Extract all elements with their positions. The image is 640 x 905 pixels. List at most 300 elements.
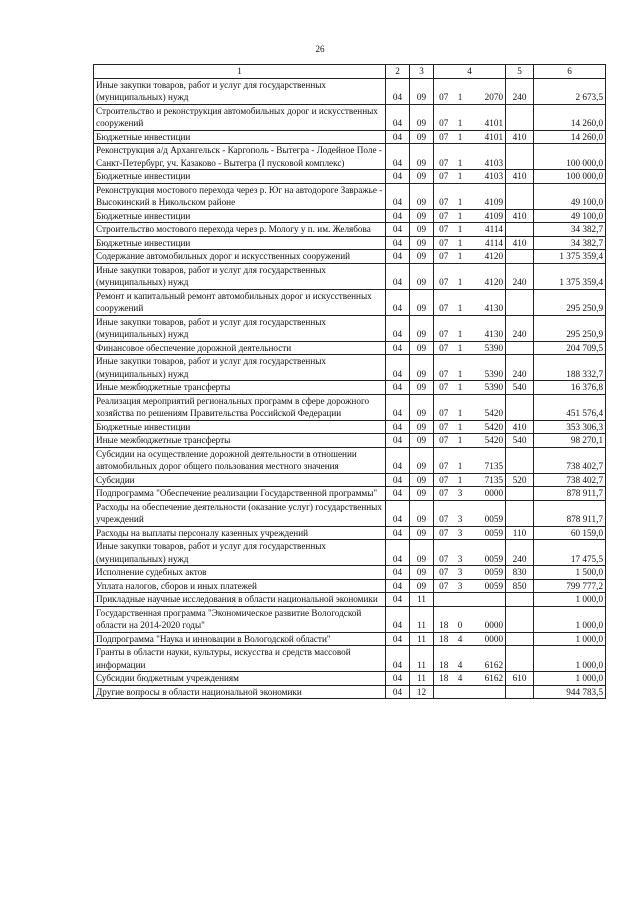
target-code-item: 6162: [467, 646, 506, 672]
amount: 100 000,0: [534, 170, 606, 184]
table-row: [94, 606, 606, 632]
expense-type-code: [506, 685, 534, 699]
row-name: Реконструкция а/д Архангельск - Каргополь - Вытегра - Лодейное Поле - Санкт-Петербург, уч. Казаково - Вытегра (I пусковой комплекс): [94, 144, 386, 170]
target-code-item: 0059: [467, 566, 506, 580]
expense-type-code: [506, 289, 534, 315]
target-code-program: 07: [434, 183, 454, 209]
target-code-subprogram: 1: [454, 315, 467, 341]
subsection-code: 09: [410, 579, 434, 593]
row-name: Иные закупки товаров, работ и услуг для государственных (муниципальных) нужд: [94, 355, 386, 381]
amount: 34 382,7: [534, 236, 606, 250]
expense-type-code: [506, 183, 534, 209]
expense-type-code: [506, 144, 534, 170]
target-code-program: 07: [434, 289, 454, 315]
subsection-code: 09: [410, 341, 434, 355]
row-name: Финансовое обеспечение дорожной деятельности: [94, 341, 386, 355]
budget-table: [93, 64, 606, 699]
section-code: 04: [386, 646, 410, 672]
target-code-subprogram: 1: [454, 420, 467, 434]
target-code-program: 07: [434, 170, 454, 184]
row-name: Реализация мероприятий региональных программ в сфере дорожного хозяйства по решениям Правительства Российской Федерации: [94, 394, 386, 420]
section-code: 04: [386, 183, 410, 209]
amount: 14 260,0: [534, 104, 606, 130]
row-name: Иные закупки товаров, работ и услуг для государственных (муниципальных) нужд: [94, 315, 386, 341]
expense-type-code: [506, 487, 534, 501]
section-code: 04: [386, 315, 410, 341]
subsection-code: 09: [410, 263, 434, 289]
target-code-item: 7135: [467, 473, 506, 487]
expense-type-code: [506, 447, 534, 473]
target-code-item: 5420: [467, 420, 506, 434]
table-row: [94, 434, 606, 448]
target-code-item: 5420: [467, 394, 506, 420]
row-name: Строительство мостового перехода через р. Мологу у п. им. Желябова: [94, 223, 386, 237]
target-code-program: 18: [434, 606, 454, 632]
row-name: Уплата налогов, сборов и иных платежей: [94, 579, 386, 593]
section-code: 04: [386, 130, 410, 144]
amount: 16 376,8: [534, 381, 606, 395]
target-code-subprogram: 1: [454, 394, 467, 420]
expense-type-code: [506, 593, 534, 607]
header-col-3: 3: [410, 65, 434, 79]
table-row: [94, 579, 606, 593]
section-code: 04: [386, 78, 410, 104]
table-row: [94, 381, 606, 395]
section-code: 04: [386, 632, 410, 646]
target-code-item: 4101: [467, 104, 506, 130]
amount: 49 100,0: [534, 183, 606, 209]
table-row: [94, 236, 606, 250]
target-code-item: 6162: [467, 672, 506, 686]
target-code-subprogram: [454, 593, 467, 607]
subsection-code: 11: [410, 672, 434, 686]
amount: 100 000,0: [534, 144, 606, 170]
target-code-item: 4103: [467, 170, 506, 184]
expense-type-code: [506, 632, 534, 646]
table-header-row: [94, 65, 606, 79]
subsection-code: 09: [410, 183, 434, 209]
table-row: [94, 593, 606, 607]
amount: 14 260,0: [534, 130, 606, 144]
section-code: 04: [386, 566, 410, 580]
row-name: Реконструкция мостового перехода через р. Юг на автодороге Завражье - Высокинский в Никольском районе: [94, 183, 386, 209]
target-code-item: 4130: [467, 289, 506, 315]
target-code-subprogram: 1: [454, 434, 467, 448]
section-code: 04: [386, 540, 410, 566]
target-code-program: 07: [434, 209, 454, 223]
amount: 878 911,7: [534, 500, 606, 526]
section-code: 04: [386, 593, 410, 607]
target-code-subprogram: 1: [454, 183, 467, 209]
section-code: 04: [386, 447, 410, 473]
target-code-program: 07: [434, 263, 454, 289]
subsection-code: 09: [410, 526, 434, 540]
target-code-subprogram: 1: [454, 209, 467, 223]
target-code-subprogram: 4: [454, 646, 467, 672]
header-col-4: 4: [434, 65, 506, 79]
section-code: 04: [386, 209, 410, 223]
amount: 1 375 359,4: [534, 263, 606, 289]
target-code-subprogram: [454, 685, 467, 699]
target-code-program: 18: [434, 646, 454, 672]
expense-type-code: 240: [506, 355, 534, 381]
amount: 295 250,9: [534, 315, 606, 341]
expense-type-code: 410: [506, 170, 534, 184]
section-code: 04: [386, 394, 410, 420]
subsection-code: 09: [410, 289, 434, 315]
section-code: 04: [386, 289, 410, 315]
target-code-program: 07: [434, 144, 454, 170]
expense-type-code: 110: [506, 526, 534, 540]
row-name: Субсидии на осуществление дорожной деятельности в отношении автомобильных дорог общего пользования местного значения: [94, 447, 386, 473]
subsection-code: 09: [410, 500, 434, 526]
table-row: [94, 250, 606, 264]
target-code-item: 0059: [467, 500, 506, 526]
subsection-code: 09: [410, 209, 434, 223]
target-code-item: 5390: [467, 355, 506, 381]
row-name: Субсидии бюджетным учреждениям: [94, 672, 386, 686]
target-code-subprogram: 1: [454, 447, 467, 473]
amount: 2 673,5: [534, 78, 606, 104]
section-code: 04: [386, 250, 410, 264]
target-code-program: 18: [434, 672, 454, 686]
expense-type-code: [506, 341, 534, 355]
subsection-code: 09: [410, 394, 434, 420]
subsection-code: 09: [410, 104, 434, 130]
section-code: 04: [386, 487, 410, 501]
row-name: Исполнение судебных актов: [94, 566, 386, 580]
expense-type-code: [506, 606, 534, 632]
subsection-code: 09: [410, 447, 434, 473]
amount: 1 375 359,4: [534, 250, 606, 264]
expense-type-code: 240: [506, 540, 534, 566]
target-code-subprogram: 1: [454, 381, 467, 395]
section-code: 04: [386, 672, 410, 686]
row-name: Государственная программа "Экономическое развитие Вологодской области на 2014-2020 годы": [94, 606, 386, 632]
table-row: [94, 632, 606, 646]
table-row: [94, 104, 606, 130]
section-code: 04: [386, 420, 410, 434]
table-row: [94, 540, 606, 566]
target-code-item: 4120: [467, 263, 506, 289]
subsection-code: 11: [410, 593, 434, 607]
table-row: [94, 355, 606, 381]
row-name: Иные закупки товаров, работ и услуг для государственных (муниципальных) нужд: [94, 540, 386, 566]
subsection-code: 09: [410, 170, 434, 184]
target-code-subprogram: 1: [454, 289, 467, 315]
subsection-code: 11: [410, 632, 434, 646]
subsection-code: 11: [410, 646, 434, 672]
target-code-program: 07: [434, 487, 454, 501]
target-code-program: 07: [434, 250, 454, 264]
section-code: 04: [386, 104, 410, 130]
amount: 353 306,3: [534, 420, 606, 434]
expense-type-code: 540: [506, 434, 534, 448]
target-code-subprogram: 3: [454, 487, 467, 501]
amount: 878 911,7: [534, 487, 606, 501]
target-code-subprogram: 1: [454, 473, 467, 487]
amount: 451 576,4: [534, 394, 606, 420]
amount: 17 475,5: [534, 540, 606, 566]
section-code: 04: [386, 685, 410, 699]
section-code: 04: [386, 579, 410, 593]
table-row: [94, 500, 606, 526]
target-code-program: 07: [434, 500, 454, 526]
target-code-item: 4109: [467, 183, 506, 209]
table-row: [94, 144, 606, 170]
section-code: 04: [386, 473, 410, 487]
target-code-program: 07: [434, 394, 454, 420]
amount: 204 709,5: [534, 341, 606, 355]
row-name: Ремонт и капитальный ремонт автомобильных дорог и искусственных сооружений: [94, 289, 386, 315]
subsection-code: 09: [410, 78, 434, 104]
amount: 944 783,5: [534, 685, 606, 699]
table-row: [94, 566, 606, 580]
target-code-subprogram: 1: [454, 355, 467, 381]
expense-type-code: [506, 394, 534, 420]
table-row: [94, 170, 606, 184]
target-code-program: 07: [434, 540, 454, 566]
amount: 1 000,0: [534, 606, 606, 632]
expense-type-code: [506, 250, 534, 264]
page-number: 26: [315, 44, 325, 54]
table-row: [94, 78, 606, 104]
section-code: 04: [386, 500, 410, 526]
row-name: Бюджетные инвестиции: [94, 130, 386, 144]
target-code-subprogram: 0: [454, 606, 467, 632]
target-code-program: 07: [434, 473, 454, 487]
expense-type-code: [506, 104, 534, 130]
expense-type-code: 240: [506, 315, 534, 341]
section-code: 04: [386, 606, 410, 632]
target-code-item: 4103: [467, 144, 506, 170]
target-code-subprogram: 3: [454, 526, 467, 540]
section-code: 04: [386, 236, 410, 250]
subsection-code: 09: [410, 566, 434, 580]
target-code-subprogram: 1: [454, 341, 467, 355]
subsection-code: 09: [410, 250, 434, 264]
amount: 1 000,0: [534, 632, 606, 646]
section-code: 04: [386, 144, 410, 170]
table-row: [94, 223, 606, 237]
target-code-program: 07: [434, 420, 454, 434]
subsection-code: 09: [410, 487, 434, 501]
subsection-code: 09: [410, 381, 434, 395]
target-code-item: 4130: [467, 315, 506, 341]
table-row: [94, 447, 606, 473]
subsection-code: 09: [410, 355, 434, 381]
target-code-subprogram: 1: [454, 104, 467, 130]
expense-type-code: 410: [506, 236, 534, 250]
row-name: Прикладные научные исследования в области национальной экономики: [94, 593, 386, 607]
expense-type-code: 410: [506, 130, 534, 144]
target-code-item: 5390: [467, 381, 506, 395]
target-code-program: 07: [434, 315, 454, 341]
target-code-item: 5420: [467, 434, 506, 448]
subsection-code: 09: [410, 130, 434, 144]
target-code-subprogram: 1: [454, 263, 467, 289]
amount: 49 100,0: [534, 209, 606, 223]
amount: 1 000,0: [534, 593, 606, 607]
table-row: [94, 315, 606, 341]
target-code-program: 07: [434, 236, 454, 250]
target-code-program: 07: [434, 223, 454, 237]
table-row: [94, 685, 606, 699]
target-code-subprogram: 1: [454, 223, 467, 237]
target-code-program: 07: [434, 566, 454, 580]
row-name: Подпрограмма "Наука и инновации в Вологодской области": [94, 632, 386, 646]
section-code: 04: [386, 223, 410, 237]
section-code: 04: [386, 170, 410, 184]
target-code-program: [434, 685, 454, 699]
table-row: [94, 487, 606, 501]
header-col-6: 6: [534, 65, 606, 79]
section-code: 04: [386, 355, 410, 381]
target-code-subprogram: 1: [454, 78, 467, 104]
subsection-code: 09: [410, 420, 434, 434]
section-code: 04: [386, 341, 410, 355]
row-name: Бюджетные инвестиции: [94, 236, 386, 250]
expense-type-code: 410: [506, 420, 534, 434]
target-code-program: 18: [434, 632, 454, 646]
expense-type-code: 540: [506, 381, 534, 395]
subsection-code: 09: [410, 540, 434, 566]
amount: 738 402,7: [534, 447, 606, 473]
target-code-subprogram: 3: [454, 566, 467, 580]
target-code-program: 07: [434, 526, 454, 540]
table-row: [94, 130, 606, 144]
section-code: 04: [386, 526, 410, 540]
header-col-1: 1: [94, 65, 386, 79]
row-name: Другие вопросы в области национальной экономики: [94, 685, 386, 699]
row-name: Расходы на выплаты персоналу казенных учреждений: [94, 526, 386, 540]
target-code-item: 7135: [467, 447, 506, 473]
subsection-code: 09: [410, 144, 434, 170]
subsection-code: 09: [410, 473, 434, 487]
table-row: [94, 263, 606, 289]
amount: 34 382,7: [534, 223, 606, 237]
row-name: Иные закупки товаров, работ и услуг для государственных (муниципальных) нужд: [94, 263, 386, 289]
target-code-item: 0059: [467, 579, 506, 593]
row-name: Содержание автомобильных дорог и искусственных сооружений: [94, 250, 386, 264]
target-code-item: 4109: [467, 209, 506, 223]
amount: 1 000,0: [534, 646, 606, 672]
row-name: Подпрограмма "Обеспечение реализации Государственной программы": [94, 487, 386, 501]
target-code-program: 07: [434, 355, 454, 381]
subsection-code: 11: [410, 606, 434, 632]
target-code-item: 5390: [467, 341, 506, 355]
table-row: [94, 289, 606, 315]
row-name: Бюджетные инвестиции: [94, 170, 386, 184]
amount: 60 159,0: [534, 526, 606, 540]
target-code-item: 0000: [467, 606, 506, 632]
target-code-program: 07: [434, 447, 454, 473]
expense-type-code: 610: [506, 672, 534, 686]
subsection-code: 09: [410, 223, 434, 237]
amount: 1 000,0: [534, 672, 606, 686]
target-code-subprogram: 1: [454, 250, 467, 264]
target-code-subprogram: 3: [454, 540, 467, 566]
row-name: Иные межбюджетные трансферты: [94, 434, 386, 448]
expense-type-code: 520: [506, 473, 534, 487]
target-code-subprogram: 3: [454, 579, 467, 593]
target-code-program: 07: [434, 341, 454, 355]
row-name: Строительство и реконструкция автомобильных дорог и искусственных сооружений: [94, 104, 386, 130]
expense-type-code: 240: [506, 78, 534, 104]
table-row: [94, 394, 606, 420]
target-code-subprogram: 4: [454, 672, 467, 686]
amount: 738 402,7: [534, 473, 606, 487]
target-code-item: 0000: [467, 487, 506, 501]
target-code-program: 07: [434, 381, 454, 395]
subsection-code: 09: [410, 236, 434, 250]
target-code-item: [467, 685, 506, 699]
table-row: [94, 209, 606, 223]
target-code-program: 07: [434, 579, 454, 593]
expense-type-code: [506, 500, 534, 526]
expense-type-code: [506, 223, 534, 237]
section-code: 04: [386, 381, 410, 395]
target-code-subprogram: 1: [454, 130, 467, 144]
expense-type-code: 850: [506, 579, 534, 593]
target-code-item: 2070: [467, 78, 506, 104]
table-body: [94, 78, 606, 699]
table-row: [94, 420, 606, 434]
target-code-item: 0059: [467, 526, 506, 540]
expense-type-code: 240: [506, 263, 534, 289]
expense-type-code: [506, 646, 534, 672]
target-code-subprogram: 1: [454, 236, 467, 250]
subsection-code: 09: [410, 434, 434, 448]
amount: 799 777,2: [534, 579, 606, 593]
table-row: [94, 183, 606, 209]
target-code-subprogram: 1: [454, 170, 467, 184]
row-name: Гранты в области науки, культуры, искусства и средств массовой информации: [94, 646, 386, 672]
subsection-code: 09: [410, 315, 434, 341]
row-name: Бюджетные инвестиции: [94, 209, 386, 223]
target-code-item: 4114: [467, 223, 506, 237]
table-row: [94, 646, 606, 672]
target-code-program: 07: [434, 78, 454, 104]
amount: 295 250,9: [534, 289, 606, 315]
target-code-item: 0000: [467, 632, 506, 646]
target-code-program: [434, 593, 454, 607]
header-col-5: 5: [506, 65, 534, 79]
target-code-item: 4120: [467, 250, 506, 264]
expense-type-code: 410: [506, 209, 534, 223]
section-code: 04: [386, 263, 410, 289]
target-code-item: [467, 593, 506, 607]
target-code-program: 07: [434, 130, 454, 144]
row-name: Субсидии: [94, 473, 386, 487]
expense-type-code: 830: [506, 566, 534, 580]
table-row: [94, 526, 606, 540]
amount: 188 332,7: [534, 355, 606, 381]
subsection-code: 12: [410, 685, 434, 699]
row-name: Расходы на обеспечение деятельности (оказание услуг) государственных учреждений: [94, 500, 386, 526]
table-row: [94, 672, 606, 686]
target-code-subprogram: 1: [454, 144, 467, 170]
row-name: Иные закупки товаров, работ и услуг для государственных (муниципальных) нужд: [94, 78, 386, 104]
section-code: 04: [386, 434, 410, 448]
amount: 1 500,0: [534, 566, 606, 580]
target-code-item: 0059: [467, 540, 506, 566]
target-code-item: 4101: [467, 130, 506, 144]
target-code-item: 4114: [467, 236, 506, 250]
header-col-2: 2: [386, 65, 410, 79]
row-name: Иные межбюджетные трансферты: [94, 381, 386, 395]
amount: 98 270,1: [534, 434, 606, 448]
